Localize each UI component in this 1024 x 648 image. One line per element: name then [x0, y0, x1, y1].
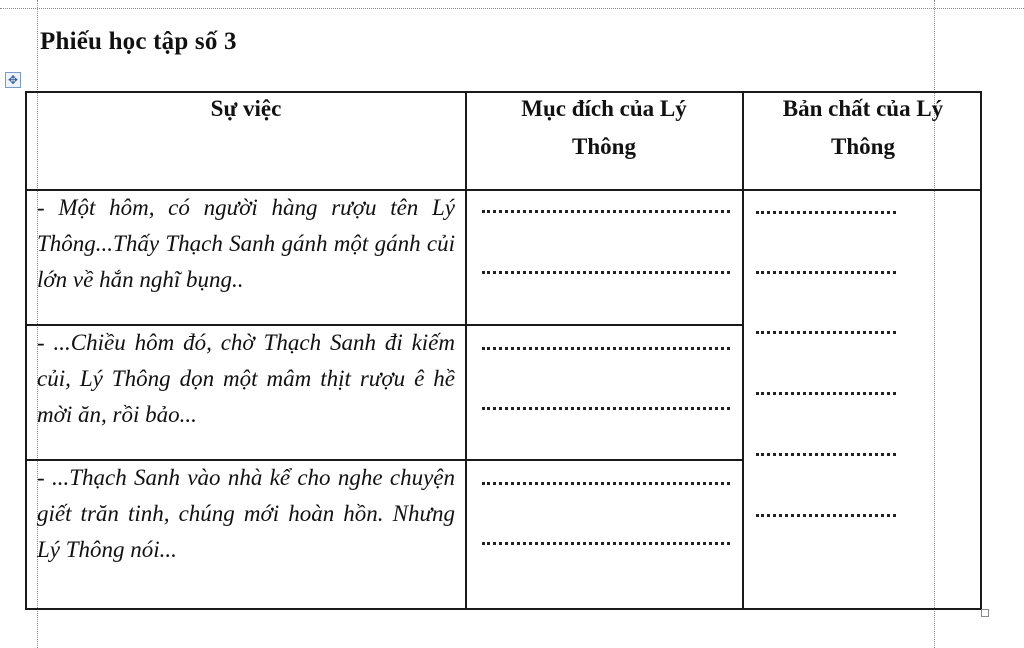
event-cell-3[interactable]: - ...Thạch Sanh vào nhà kể cho nghe chuyện giết trăn tinh, chúng mới hoàn hồn. Nhưng Lý Thông nói... [37, 465, 455, 562]
event-cell-2[interactable]: - ...Chiều hôm đó, chờ Thạch Sanh đi kiếm củi, Lý Thông dọn một mâm thịt rượu ê hề mời ăn, rồi bảo... [37, 330, 455, 427]
table-border-bottom [25, 608, 982, 610]
margin-guide-top [0, 8, 1024, 9]
blank-line-nature[interactable] [756, 453, 896, 456]
blank-line-nature[interactable] [756, 331, 896, 334]
event-cell-1[interactable]: - Một hôm, có người hàng rượu tên Lý Thông...Thấy Thạch Sanh gánh một gánh củi lớn về hắn nghĩ bụng.. [37, 195, 455, 292]
header-ban-chat: Bản chất của Lý Thông [782, 96, 944, 159]
table-border-left [25, 91, 27, 610]
blank-line-purpose[interactable] [482, 210, 730, 213]
table-border-right [980, 91, 982, 610]
blank-line-nature[interactable] [756, 271, 896, 274]
page-title: Phiếu học tập số 3 [40, 28, 237, 55]
table-resize-icon[interactable] [981, 609, 989, 617]
blank-line-purpose[interactable] [482, 482, 730, 485]
header-muc-dich: Mục đích của Lý Thông [521, 96, 687, 159]
column-divider-2 [742, 91, 744, 610]
blank-line-nature[interactable] [756, 392, 896, 395]
blank-line-purpose[interactable] [482, 407, 730, 410]
blank-line-nature[interactable] [756, 211, 896, 214]
header-su-viec: Sự việc [210, 96, 282, 121]
blank-line-purpose[interactable] [482, 542, 730, 545]
blank-line-purpose[interactable] [482, 271, 730, 274]
column-divider-1 [465, 91, 467, 610]
blank-line-nature[interactable] [756, 514, 896, 517]
blank-line-purpose[interactable] [482, 347, 730, 350]
table-move-icon[interactable]: ✥ [5, 72, 21, 88]
